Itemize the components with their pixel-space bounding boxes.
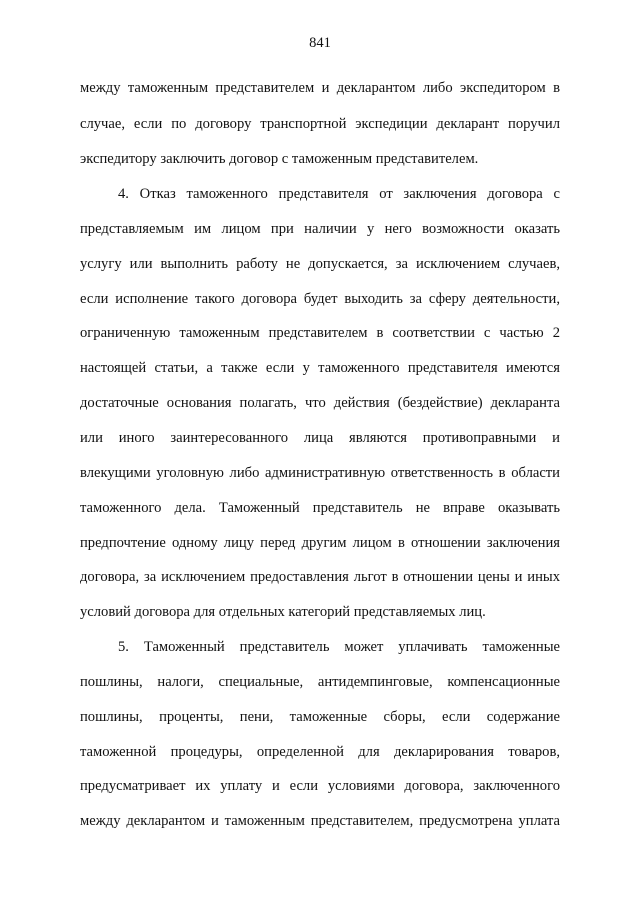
text-line: условий договора для отдельных категорий представляемых лиц.: [80, 604, 486, 620]
text-line: влекущими уголовную либо административную ответственность в области: [80, 465, 560, 481]
text-line: таможенного дела. Таможенный представитель не вправе оказывать: [80, 500, 560, 516]
paragraph-4-first-line: 4. Отказ таможенного представителя от заключения договора с: [118, 186, 560, 202]
text-line: между декларантом и таможенным представителем, предусмотрена уплата: [80, 813, 560, 829]
text-line: ограниченную таможенным представителем в соответствии с частью 2: [80, 325, 560, 341]
text-line: достаточные основания полагать, что действия (бездействие) декларанта: [80, 395, 560, 411]
text-line: пошлины, налоги, специальные, антидемпинговые, компенсационные: [80, 674, 560, 690]
text-line: договора, за исключением предоставления льгот в отношении цены и иных: [80, 569, 560, 585]
text-line: представляемым им лицом при наличии у него возможности оказать: [80, 221, 560, 237]
text-line: услугу или выполнить работу не допускается, за исключением случаев,: [80, 256, 560, 272]
text-line: или иного заинтересованного лица являются противоправными и: [80, 430, 560, 446]
text-line: экспедитору заключить договор с таможенным представителем.: [80, 151, 479, 167]
text-line: пошлины, проценты, пени, таможенные сборы, если содержание: [80, 709, 560, 725]
text-line: случае, если по договору транспортной экспедиции декларант поручил: [80, 116, 560, 132]
text-line: предусматривает их уплату и если условиями договора, заключенного: [80, 778, 560, 794]
text-line: между таможенным представителем и декларантом либо экспедитором в: [80, 80, 560, 96]
paragraph-5-first-line: 5. Таможенный представитель может уплачивать таможенные: [118, 639, 560, 655]
text-line: если исполнение такого договора будет выходить за сферу деятельности,: [80, 291, 560, 307]
text-line: настоящей статьи, а также если у таможенного представителя имеются: [80, 360, 560, 376]
page-number: 841: [309, 35, 331, 51]
text-line: предпочтение одному лицу перед другим лицом в отношении заключения: [80, 535, 560, 551]
text-line: таможенной процедуры, определенной для декларирования товаров,: [80, 744, 560, 760]
